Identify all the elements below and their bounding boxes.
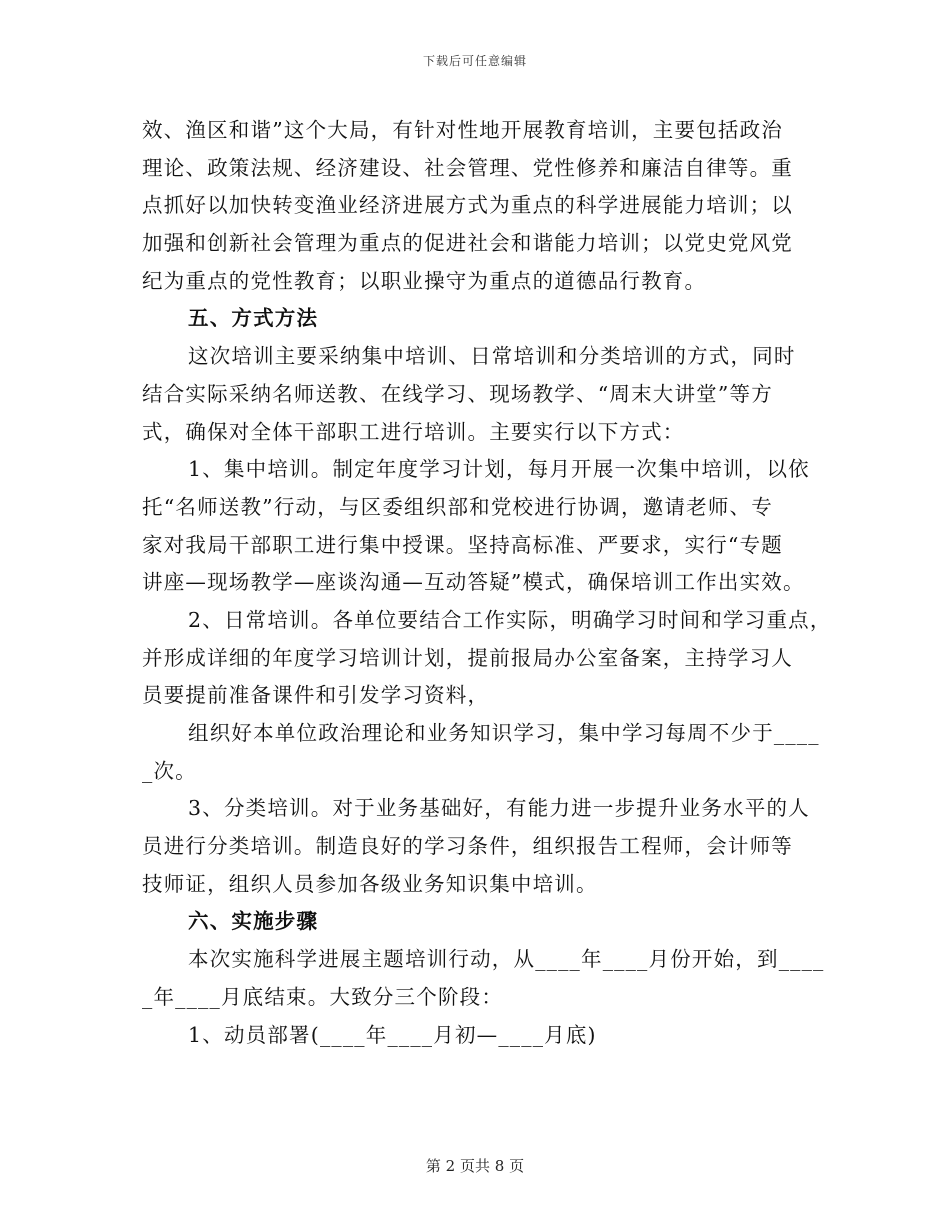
body-line: 纪为重点的党性教育；以职业操守为重点的道德品行教育。 <box>142 268 707 293</box>
page-footer: 第 2 页共 8 页 <box>425 1157 525 1175</box>
body-line: 结合实际采纳名师送教、在线学习、现场教学、“周末大讲堂”等方 <box>142 381 773 406</box>
body-line: 3、分类培训。对于业务基础好，有能力进一步提升业务水平的人 <box>188 796 810 821</box>
body-line: 理论、政策法规、经济建设、社会管理、党性修养和廉洁自律等。重 <box>142 155 793 180</box>
body-line: 家对我局干部职工进行集中授课。坚持高标准、严要求，实行“专题 <box>142 532 783 557</box>
body-line: 员进行分类培训。制造良好的学习条件，组织报告工程师，会计师等 <box>142 834 793 859</box>
page-header: 下载后可任意编辑 <box>422 54 527 68</box>
body-line: 2、日常培训。各单位要结合工作实际，明确学习时间和学习重点， <box>188 607 832 632</box>
body-line: _年____月底结束。大致分三个阶段： <box>142 984 504 1009</box>
body-line: 员要提前准备课件和引发学习资料， <box>142 683 490 708</box>
body-line: 本次实施科学进展主题培训行动，从____年____月份开始，到____ <box>188 947 825 972</box>
body-line: 加强和创新社会管理为重点的促进社会和谐能力培训；以党史党风党 <box>142 231 793 256</box>
body-line: 并形成详细的年度学习培训计划，提前报局办公室备案，主持学习人 <box>142 645 793 670</box>
body-line: 效、渔区和谐”这个大局，有针对性地开展教育培训，主要包括政治 <box>142 118 783 142</box>
body-line: 组织好本单位政治理论和业务知识学习，集中学习每周不少于____ <box>188 721 820 745</box>
body-line: 讲座—现场教学—座谈沟通—互动答疑”模式，确保培训工作出实效。 <box>142 570 805 595</box>
body-line: 这次培训主要采纳集中培训、日常培训和分类培训的方式，同时 <box>188 344 796 369</box>
body-line: 式，确保对全体干部职工进行培训。主要实行以下方式： <box>142 419 685 444</box>
body-line: 点抓好以加快转变渔业经济进展方式为重点的科学进展能力培训；以 <box>142 193 793 218</box>
section-heading-methods: 五、方式方法 <box>188 306 319 331</box>
document-body <box>142 112 832 1054</box>
body-line: 1、集中培训。制定年度学习计划，每月开展一次集中培训，以依 <box>188 457 810 482</box>
body-line: 托“名师送教”行动，与区委组织部和党校进行协调，邀请老师、专 <box>142 494 773 519</box>
section-heading-steps: 六、实施步骤 <box>188 909 319 934</box>
body-line: _次。 <box>142 758 197 783</box>
body-line: 技师证，组织人员参加各级业务知识集中培训。 <box>142 871 598 896</box>
body-line: 1、动员部署(____年____月初—____月底) <box>188 1022 597 1047</box>
